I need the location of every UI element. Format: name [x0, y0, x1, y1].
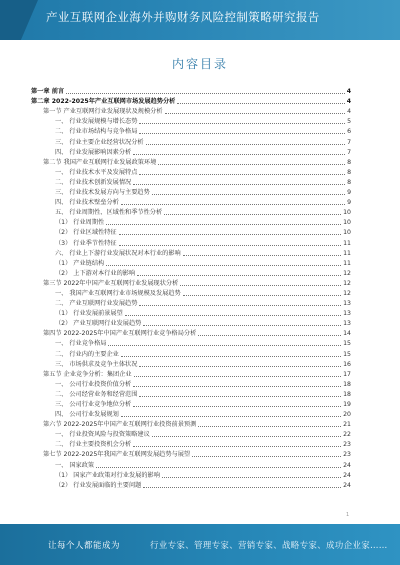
toc-leader-dots — [143, 325, 341, 326]
toc-entry[interactable] — [31, 207, 351, 217]
toc-leader-dots — [134, 376, 342, 377]
toc-entry-title: （1） 行业发展前景展望 — [55, 310, 123, 318]
toc-entry[interactable] — [31, 217, 351, 227]
toc-entry[interactable] — [31, 197, 351, 207]
toc-entry-title: （2） 行业发展面临的主要问题 — [55, 481, 142, 489]
toc-leader-dots — [198, 335, 341, 336]
toc-entry-title: （1） 产业链结构 — [55, 259, 105, 267]
toc-entry-title: 二、 产业互联网行业发展趋势 — [55, 300, 138, 308]
toc-entry-title: 第三节 2022年中国产业互联网行业发展现状分析 — [43, 279, 179, 287]
toc-entry-page: 23 — [343, 451, 351, 459]
toc-entry-page: 18 — [343, 380, 351, 388]
toc-entry[interactable] — [31, 328, 351, 338]
toc-leader-dots — [180, 285, 341, 286]
toc-leader-dots — [192, 456, 341, 457]
toc-leader-dots — [133, 446, 341, 447]
toc-entry-page: 24 — [343, 471, 351, 479]
toc-entry-title: 一、 行业技术水平及发展特点 — [55, 168, 138, 176]
toc-entry-title: 第二节 我国产业互联网行业发展政策环境 — [43, 158, 157, 166]
toc-entry[interactable] — [31, 459, 351, 469]
toc-entry-title: 三、 公司行业竞争地位分析 — [55, 401, 132, 408]
toc-entry-title: 一、 公司行业投资价值分析 — [55, 380, 132, 388]
toc-entry-title: 第一章 前言 — [31, 88, 65, 96]
toc-entry-page: 12 — [343, 279, 351, 287]
toc-entry-page: 21 — [343, 421, 351, 429]
toc-entry-page: 11 — [343, 239, 351, 247]
toc-leader-dots — [139, 133, 345, 134]
toc-entry[interactable] — [31, 136, 351, 146]
toc-leader-dots — [162, 477, 341, 478]
toc-leader-dots — [121, 356, 341, 357]
toc-entry-title: 三、 市场供求及竞争主体状况 — [55, 360, 138, 368]
toc-entry-page: 13 — [343, 310, 351, 318]
toc-leader-dots — [164, 214, 341, 215]
toc-leader-dots — [165, 113, 346, 114]
toc-leader-dots — [108, 345, 341, 346]
toc-entry[interactable] — [31, 278, 351, 288]
toc-entry-page: 8 — [347, 178, 351, 186]
toc-entry-page: 12 — [343, 269, 351, 277]
toc-leader-dots — [96, 467, 341, 468]
toc-entry-page: 13 — [343, 320, 351, 328]
toc-entry-page: 10 — [343, 219, 351, 227]
toc-leader-dots — [125, 315, 341, 316]
toc-entry[interactable] — [31, 389, 351, 399]
toc-entry-title: 第五节 企业竞争分析：集团企业 — [43, 370, 132, 378]
toc-entry-title: 二、 行业技术创新发展情况 — [55, 178, 132, 186]
toc-leader-dots — [133, 406, 341, 407]
toc-entry-title: 第六节 2022-2025年中国产业互联网行业投资前景预测 — [43, 421, 197, 429]
toc-entry-title: 第七节 2022-2025年我国产业互联网发展趋势与展望 — [43, 451, 191, 459]
toc-entry-title: （2） 产业互联网行业发展趋势 — [55, 320, 142, 328]
toc-entry-title: 二、 公司经营业务和经营范围 — [55, 390, 138, 398]
toc-leader-dots — [133, 154, 345, 155]
toc-entry-page: 9 — [347, 189, 351, 197]
toc-leader-dots — [139, 123, 345, 124]
toc-entry[interactable] — [31, 318, 351, 328]
toc-leader-dots — [158, 164, 345, 165]
toc-entry[interactable] — [31, 288, 351, 298]
toc-entry-page: 12 — [343, 289, 351, 297]
toc-entry-page: 10 — [343, 229, 351, 237]
toc-entry[interactable] — [31, 147, 351, 157]
toc-entry[interactable] — [31, 258, 351, 268]
toc-entry[interactable] — [31, 379, 351, 389]
toc-entry-title: （3） 行业季节性特征 — [55, 239, 117, 247]
toc-entry[interactable] — [31, 157, 351, 167]
toc-entry[interactable] — [31, 409, 351, 419]
toc-leader-dots — [106, 224, 341, 225]
toc-entry[interactable] — [31, 298, 351, 308]
toc-entry[interactable] — [31, 480, 351, 490]
toc-entry-page: 15 — [343, 350, 351, 358]
toc-leader-dots — [139, 366, 341, 367]
toc-leader-dots — [177, 103, 344, 104]
toc-entry-page: 10 — [343, 209, 351, 217]
toc-entry[interactable] — [31, 116, 351, 126]
banner-corner-decoration — [0, 0, 38, 40]
toc-entry-title: （2） 上下游对本行业的影响 — [55, 269, 136, 277]
toc-entry-title: （1） 行业周期性 — [55, 219, 105, 227]
toc-leader-dots — [139, 396, 341, 397]
toc-leader-dots — [143, 487, 341, 488]
toc-leader-dots — [121, 204, 345, 205]
toc-entry-title: 一、 行业竞争格局 — [55, 340, 107, 348]
toc-entry-title: 五、 行业周期性、区域性和季节性分析 — [55, 209, 163, 217]
toc-entry[interactable] — [31, 470, 351, 480]
toc-leader-dots — [146, 144, 345, 145]
toc-entry-page: 18 — [343, 390, 351, 398]
table-of-contents — [31, 86, 351, 490]
footer-slogan-left: 让每个人都能成为 — [48, 541, 121, 551]
toc-leader-dots — [137, 275, 341, 276]
toc-heading: 内容目录 — [171, 57, 228, 71]
toc-entry-page: 13 — [343, 300, 351, 308]
toc-leader-dots — [198, 426, 341, 427]
toc-entry-page: 23 — [343, 441, 351, 449]
toc-entry[interactable] — [31, 308, 351, 318]
toc-entry[interactable] — [31, 359, 351, 369]
toc-leader-dots — [139, 174, 345, 175]
toc-leader-dots — [106, 265, 341, 266]
toc-entry-title: 三、 行业技术发展方向与主要趋势 — [55, 189, 150, 197]
toc-leader-dots — [152, 436, 341, 437]
toc-entry[interactable] — [31, 348, 351, 358]
toc-entry-page: 22 — [343, 431, 351, 439]
toc-entry[interactable] — [31, 187, 351, 197]
toc-entry-title: 四、 行业发展影响因素分析 — [55, 148, 132, 156]
toc-entry-title: 一、 我国产业互联网行业市场规模及发展趋势 — [55, 289, 181, 297]
toc-leader-dots — [66, 93, 345, 94]
toc-entry-page: 5 — [347, 118, 351, 126]
toc-entry-title: 第二章 2022-2025年产业互联网市场发展趋势分析 — [31, 98, 176, 106]
toc-leader-dots — [121, 416, 341, 417]
toc-entry-title: 四、 公司行业发展规划 — [55, 411, 119, 419]
toc-entry[interactable] — [31, 177, 351, 187]
toc-entry[interactable] — [31, 419, 351, 429]
toc-entry[interactable] — [31, 449, 351, 459]
toc-entry-title: 第四节 2022-2025年中国产业互联网行业竞争格局分析 — [43, 330, 197, 338]
toc-entry-page: 24 — [343, 461, 351, 469]
toc-entry-title: 二、 行业市场结构与竞争格局 — [55, 128, 138, 136]
toc-entry-page: 6 — [347, 128, 351, 136]
toc-entry-title: （1） 国家产业政策对行业发展的影响 — [55, 471, 160, 479]
toc-entry-page: 14 — [343, 330, 351, 338]
report-title: 产业互联网企业海外并购财务风险控制策略研究报告 — [46, 10, 320, 24]
toc-entry-title: 一、 行业发展规模与增长态势 — [55, 118, 138, 126]
toc-entry-page: 7 — [347, 148, 351, 156]
bottom-banner — [0, 524, 400, 565]
toc-entry[interactable] — [31, 429, 351, 439]
toc-leader-dots — [119, 234, 342, 235]
toc-entry[interactable] — [31, 268, 351, 278]
toc-entry-page: 9 — [347, 199, 351, 207]
toc-entry[interactable] — [31, 86, 351, 96]
toc-entry-title: 二、 行业主要投资机会分析 — [55, 441, 132, 449]
toc-leader-dots — [183, 295, 341, 296]
toc-entry-title: 一、 行业投资风险与投资策略建议 — [55, 431, 150, 439]
toc-leader-dots — [139, 305, 341, 306]
toc-entry[interactable] — [31, 399, 351, 409]
toc-leader-dots — [183, 255, 341, 256]
toc-entry-page: 11 — [343, 259, 351, 267]
toc-leader-dots — [133, 184, 345, 185]
toc-entry-page: 20 — [343, 411, 351, 419]
toc-entry-page: 4 — [346, 98, 351, 106]
toc-entry-page: 4 — [346, 88, 351, 96]
toc-entry[interactable] — [31, 96, 351, 106]
toc-entry-title: 六、 行业上下游行业发展状况对本行业的影响 — [55, 249, 181, 257]
toc-entry[interactable] — [31, 106, 351, 116]
toc-leader-dots — [133, 386, 341, 387]
toc-entry-page: 11 — [343, 249, 351, 257]
toc-entry[interactable] — [31, 237, 351, 247]
toc-entry-page: 8 — [347, 158, 351, 166]
toc-entry-title: （2） 行业区域性特征 — [55, 229, 117, 237]
toc-entry[interactable] — [31, 338, 351, 348]
toc-entry[interactable] — [31, 248, 351, 258]
toc-entry-page: 4 — [347, 108, 351, 116]
toc-entry-title: 三、 行业主要企业经营状况分析 — [55, 138, 144, 146]
toc-entry-title: 二、 行业内的主要企业 — [55, 350, 119, 358]
top-banner — [0, 0, 400, 40]
toc-entry[interactable] — [31, 439, 351, 449]
page-number: 1 — [346, 512, 350, 518]
toc-entry-title: 第一节 产业互联网行业发展现状及规模分析 — [43, 108, 163, 116]
toc-leader-dots — [152, 194, 345, 195]
toc-entry[interactable] — [31, 227, 351, 237]
toc-entry-page: 16 — [343, 360, 351, 368]
toc-leader-dots — [119, 245, 342, 246]
toc-entry[interactable] — [31, 167, 351, 177]
toc-entry[interactable] — [31, 369, 351, 379]
toc-entry-page: 8 — [347, 168, 351, 176]
toc-entry-page: 7 — [347, 138, 351, 146]
footer-slogan-right: 行业专家、管理专家、营销专家、战略专家、成功企业家…… — [150, 541, 388, 551]
toc-entry-page: 17 — [343, 370, 351, 378]
toc-entry-title: 一、 国家政策 — [55, 461, 95, 469]
toc-entry-page: 19 — [343, 401, 351, 408]
toc-entry-page: 24 — [343, 481, 351, 489]
toc-entry[interactable] — [31, 126, 351, 136]
toc-entry-page: 15 — [343, 340, 351, 348]
toc-entry-title: 四、 行业技术壁垒分析 — [55, 199, 119, 207]
